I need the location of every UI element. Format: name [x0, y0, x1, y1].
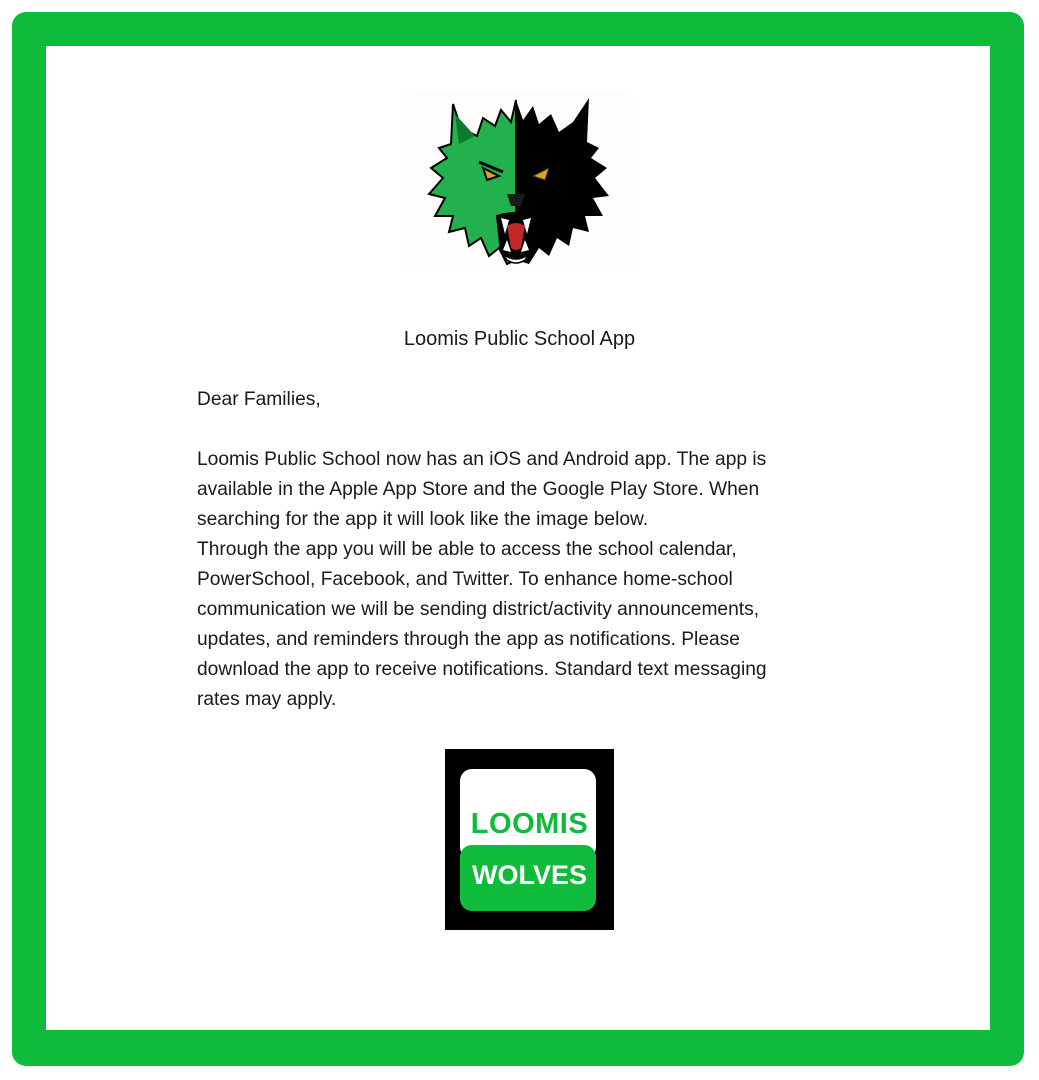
- app-icon-wolves-text: WOLVES: [471, 860, 587, 890]
- app-icon-image: [445, 749, 614, 930]
- wolf-logo-image: [403, 92, 633, 272]
- wolf-head-icon: [403, 92, 633, 272]
- body-line: download the app to receive notifications. Standard text messaging: [197, 659, 767, 680]
- page-title: Loomis Public School App: [403, 328, 636, 350]
- body-line: communication we will be sending district/activity announcements,: [197, 599, 760, 620]
- body-line: available in the Apple App Store and the Google Play Store. When: [197, 479, 760, 500]
- body-line: PowerSchool, Facebook, and Twitter. To enhance home-school: [197, 569, 733, 590]
- body-line: updates, and reminders through the app as notifications. Please: [197, 629, 740, 650]
- body-paragraph: [197, 445, 847, 715]
- greeting-text: Dear Families,: [197, 389, 321, 410]
- body-line: rates may apply.: [197, 689, 337, 710]
- body-line: Through the app you will be able to access the school calendar,: [197, 539, 737, 560]
- body-line: Loomis Public School now has an iOS and Android app. The app is: [197, 449, 767, 470]
- body-line: searching for the app it will look like the image below.: [197, 509, 649, 530]
- app-icon-loomis-text: LOOMIS: [470, 808, 589, 840]
